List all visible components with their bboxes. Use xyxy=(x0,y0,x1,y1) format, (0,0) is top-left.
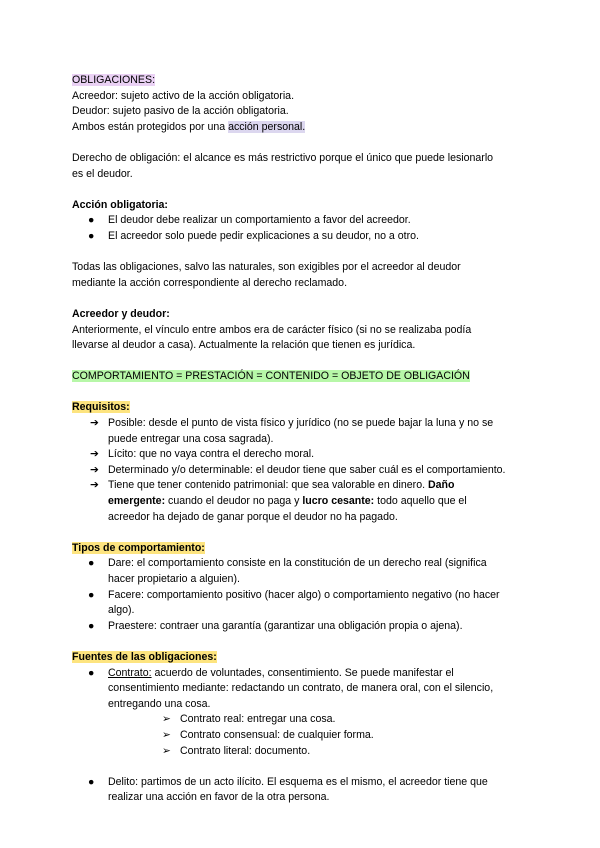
paragraph-line: Todas las obligaciones, salvo las naturales, son exigibles por el acreedor al deudor xyxy=(72,261,461,274)
list-item xyxy=(72,556,532,587)
list-item-text: Lícito: que no vaya contra el derecho moral. xyxy=(108,448,315,461)
paragraph-line: llevarse al deudor a casa). Actualmente la relación que tienen es jurídica. xyxy=(72,339,416,352)
bullet-marker: ● xyxy=(88,214,95,227)
list-item-text: El deudor debe realizar un comportamiento a favor del acreedor. xyxy=(108,214,411,227)
term-dano: Daño xyxy=(428,479,455,492)
arrowhead-marker: ➢ xyxy=(162,744,171,757)
equation-highlight: COMPORTAMIENTO = PRESTACIÓN = CONTENIDO = OBJETO DE OBLIGACIÓN xyxy=(72,370,470,383)
list-item-text: acreedor ha dejado de ganar porque el deudor no ha pagado. xyxy=(108,510,398,523)
list-item xyxy=(72,775,532,806)
intro-block xyxy=(72,73,532,135)
heading-fuentes-text: Fuentes de las obligaciones: xyxy=(72,650,217,663)
accion-personal-highlight: acción personal. xyxy=(228,120,306,133)
sublist-item xyxy=(108,712,532,728)
acreedor-definition: Acreedor: sujeto activo de la acción obligatoria. xyxy=(72,89,295,102)
sublist-item-text: Contrato consensual: de cualquier forma. xyxy=(180,728,374,741)
arrowhead-marker: ➢ xyxy=(162,728,171,741)
paragraph-line: Anteriormente, el vínculo entre ambos era de carácter físico (si no se realizaba podía xyxy=(72,323,472,336)
contrato-label: Contrato: xyxy=(108,666,152,679)
list-item xyxy=(72,213,532,229)
list-item xyxy=(72,478,532,525)
bullet-marker: ● xyxy=(88,557,95,570)
paragraph-line: mediante la acción correspondiente al derecho reclamado. xyxy=(72,276,348,289)
list-item-text: realizar una acción en favor de la otra persona. xyxy=(108,791,330,804)
section-title-obligaciones: OBLIGACIONES: xyxy=(72,74,156,86)
bullet-marker: ● xyxy=(88,588,95,601)
sublist-item xyxy=(108,728,532,744)
deudor-definition: Deudor: sujeto pasivo de la acción obligatoria. xyxy=(72,105,289,118)
sublist-item-text: Contrato literal: documento. xyxy=(180,744,311,757)
list-item xyxy=(72,416,532,447)
list-item-text: entregando una cosa. xyxy=(108,697,211,710)
list-item-text: todo aquello que el xyxy=(374,495,467,508)
list-item xyxy=(72,588,532,619)
list-item xyxy=(72,463,532,479)
acreedor-deudor-paragraph xyxy=(72,323,532,354)
list-item-text: puede entregar una cosa sagrada). xyxy=(108,432,274,445)
list-item xyxy=(72,619,532,635)
fuentes-list xyxy=(72,666,532,806)
bullet-marker: ● xyxy=(88,666,95,679)
heading-tipos xyxy=(72,541,532,557)
bullet-marker: ● xyxy=(88,619,95,632)
paragraph-line: es el deudor. xyxy=(72,167,133,180)
term-emergente: emergente: xyxy=(108,495,166,508)
sublist-item-text: Contrato real: entregar una cosa. xyxy=(180,713,336,726)
paragraph-line: Derecho de obligación: el alcance es más restrictivo porque el único que puede lesionarlo xyxy=(72,151,494,164)
list-item-text: Delito: partimos de un acto ilícito. El esquema es el mismo, el acreedor tiene que xyxy=(108,775,488,788)
arrow-marker: ➔ xyxy=(90,448,99,461)
list-item-text: Posible: desde el punto de vista físico y jurídico (no se puede bajar la luna y no se xyxy=(108,417,494,430)
list-item-text: Praestere: contraer una garantía (garantizar una obligación propia o ajena). xyxy=(108,619,463,632)
document-content xyxy=(72,73,532,806)
heading-fuentes xyxy=(72,650,532,666)
contrato-sublist xyxy=(108,712,532,759)
heading-tipos-text: Tipos de comportamiento: xyxy=(72,541,205,554)
accion-list xyxy=(72,213,532,244)
list-item-text: Determinado y/o determinable: el deudor tiene que saber cuál es el comportamiento. xyxy=(108,463,506,476)
todas-obligaciones-paragraph xyxy=(72,260,532,291)
list-item-text: hacer propietario a alguien). xyxy=(108,573,240,585)
requisitos-list xyxy=(72,416,532,525)
list-item-text: acuerdo de voluntades, consentimiento. Se puede manifestar el xyxy=(151,666,454,679)
term-lucro-cesante: lucro cesante: xyxy=(302,495,375,508)
list-item-text: algo). xyxy=(108,604,135,617)
heading-requisitos-text: Requisitos: xyxy=(72,401,130,414)
sublist-item xyxy=(108,744,532,760)
list-item-text: Facere: comportamiento positivo (hacer algo) o comportamiento negativo (no hacer xyxy=(108,588,500,601)
bullet-marker: ● xyxy=(88,229,95,242)
list-item xyxy=(72,229,532,245)
list-item xyxy=(72,447,532,463)
arrowhead-marker: ➢ xyxy=(162,713,171,726)
list-item-text: consentimiento mediante: redactando un contrato, de manera oral, con el silencio, xyxy=(108,682,494,695)
equation-paragraph xyxy=(72,369,532,385)
heading-acreedor-deudor: Acreedor y deudor: xyxy=(72,307,170,320)
arrow-marker: ➔ xyxy=(90,417,99,430)
bullet-marker: ● xyxy=(88,775,95,788)
arrow-marker: ➔ xyxy=(90,463,99,476)
list-item-text: El acreedor solo puede pedir explicaciones a su deudor, no a otro. xyxy=(108,229,419,242)
tipos-list xyxy=(72,556,532,634)
list-item xyxy=(72,666,532,760)
list-item-text: cuando el deudor no paga y xyxy=(165,495,303,508)
list-item-text: Tiene que tener contenido patrimonial: que sea valorable en dinero. xyxy=(108,479,428,492)
derecho-obligacion-paragraph xyxy=(72,151,532,182)
list-item-text: Dare: el comportamiento consiste en la constitución de un derecho real (significa xyxy=(108,557,487,570)
heading-accion-obligatoria: Acción obligatoria: xyxy=(72,198,168,211)
heading-requisitos xyxy=(72,400,532,416)
arrow-marker: ➔ xyxy=(90,479,99,492)
protection-text: Ambos están protegidos por una xyxy=(72,120,229,133)
